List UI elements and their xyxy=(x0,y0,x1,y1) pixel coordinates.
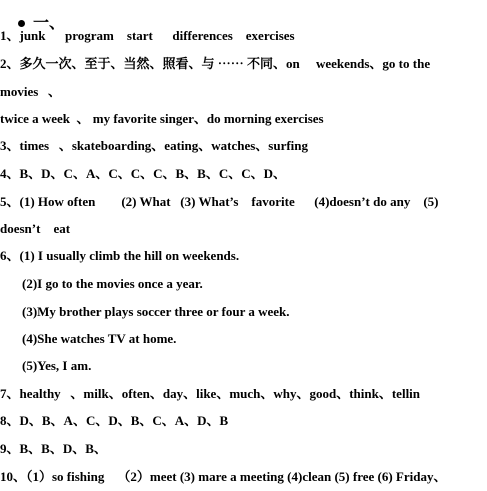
section-heading-text: 一、 xyxy=(33,15,66,32)
answer-line-1: 1、junk program start differences exercises xyxy=(0,28,295,43)
answer-line-6-3: (3)My brother plays soccer three or four a week. xyxy=(22,304,290,319)
answer-line-7: 7、healthy 、milk、often、day、like、much、why、good、think、tellin xyxy=(0,386,421,401)
bullet-icon xyxy=(18,20,25,27)
answer-line-6-1: 6、(1) I usually climb the hill on weekends. xyxy=(0,248,240,263)
answer-line-2: 2、多久一次、至于、当然、照看、与 ⋯⋯ 不同、on weekends、go to the xyxy=(0,56,431,71)
answer-line-8: 8、D、B、A、C、D、B、C、A、D、B xyxy=(0,413,229,428)
answer-line-2-cont-a: movies 、 xyxy=(0,84,62,99)
answer-line-5: 5、(1) How often (2) What (3) What’s favorite (4)doesn’t do any (5) xyxy=(0,194,439,209)
answer-line-6-2: (2)I go to the movies once a year. xyxy=(22,276,203,291)
answer-line-4: 4、B、D、C、A、C、C、C、B、B、C、C、D、 xyxy=(0,166,287,181)
answer-line-9: 9、B、B、D、B、 xyxy=(0,441,107,456)
answer-line-2-cont-b: twice a week 、 my favorite singer、do morning exercises xyxy=(0,111,324,126)
answer-line-6-5: (5)Yes, I am. xyxy=(22,358,92,373)
answer-line-5-cont: doesn’t eat xyxy=(0,221,71,236)
answer-line-6-4: (4)She watches TV at home. xyxy=(22,331,177,346)
answer-line-3: 3、times 、skateboarding、eating、watches、surfing xyxy=(0,138,309,153)
answer-line-10: 10、（1）so fishing （2）meet (3) mare a meeting (4)clean (5) free (6) Friday、 xyxy=(0,469,447,484)
